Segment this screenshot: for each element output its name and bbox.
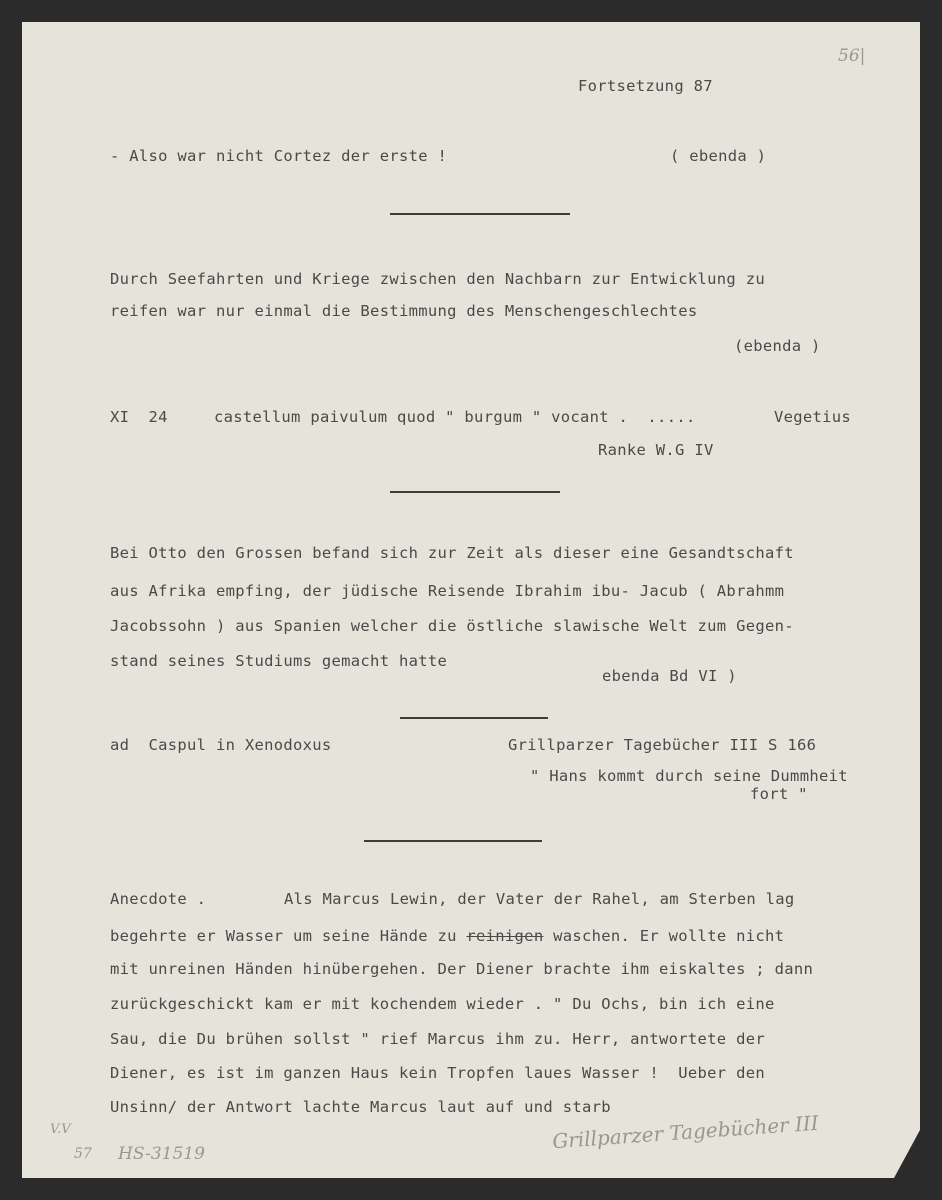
separator-4 — [364, 840, 542, 842]
anecdote-line-7: Unsinn/ der Antwort lachte Marcus laut auf und starb — [110, 1098, 611, 1116]
entry-4-line-4: stand seines Studiums gemacht hatte — [110, 652, 448, 670]
entry-3-source: Ranke W.G IV — [598, 441, 714, 459]
anecdote-line-3: mit unreinen Händen hinübergehen. Der Diener brachte ihm eiskaltes ; dann — [110, 960, 814, 978]
entry-5-right: Grillparzer Tagebücher III S 166 — [508, 736, 817, 754]
entry-1-text: - Also war nicht Cortez der erste ! — [110, 147, 448, 165]
handwritten-signature: Grillparzer Tagebücher III — [551, 1110, 820, 1154]
entry-5-quote-line-1: " Hans kommt durch seine Dummheit — [530, 767, 848, 785]
handwritten-margin-mark: V.V — [50, 1122, 71, 1137]
entry-5-left: ad Caspul in Xenodoxus — [110, 736, 332, 754]
entry-4-line-3: Jacobssohn ) aus Spanien welcher die östliche slawische Welt zum Gegen- — [110, 617, 794, 635]
anecdote-label: Anecdote . — [110, 890, 207, 908]
continuation-header: Fortsetzung 87 — [578, 77, 713, 95]
separator-3 — [400, 717, 548, 719]
struck-word: reinigen — [466, 927, 544, 945]
entry-3-text: castellum paivulum quod " burgum " vocant . ..... — [214, 408, 696, 426]
entry-3-author: Vegetius — [774, 408, 852, 426]
handwritten-archive-id: HS-31519 — [118, 1144, 205, 1164]
anecdote-line-6: Diener, es ist im ganzen Haus kein Tropfen laues Wasser ! Ueber den — [110, 1064, 765, 1082]
anecdote-line-1: Als Marcus Lewin, der Vater der Rahel, am Sterben lag — [284, 890, 795, 908]
page-corner-fold — [894, 1130, 920, 1178]
entry-2-line-1: Durch Seefahrten und Kriege zwischen den Nachbarn zur Entwicklung zu — [110, 270, 765, 288]
document-page — [22, 22, 920, 1178]
entry-3-ref: XI 24 — [110, 408, 168, 426]
separator-1 — [390, 213, 570, 215]
separator-2 — [390, 491, 560, 493]
entry-2-source: (ebenda ) — [734, 337, 821, 355]
entry-4-line-1: Bei Otto den Grossen befand sich zur Zeit als dieser eine Gesandtschaft — [110, 544, 794, 562]
handwritten-page-number: 56| — [838, 46, 866, 66]
anecdote-line-2-after: waschen. Er wollte nicht — [543, 927, 785, 945]
anecdote-line-5: Sau, die Du brühen sollst " rief Marcus ihm zu. Herr, antwortete der — [110, 1030, 765, 1048]
entry-5-quote-line-2: fort " — [750, 785, 808, 803]
entry-2-line-2: reifen war nur einmal die Bestimmung des Menschengeschlechtes — [110, 302, 698, 320]
anecdote-line-2 — [110, 927, 784, 945]
entry-4-source: ebenda Bd VI ) — [602, 667, 737, 685]
handwritten-margin-number: 57 — [74, 1146, 92, 1162]
anecdote-line-4: zurückgeschickt kam er mit kochendem wieder . " Du Ochs, bin ich eine — [110, 995, 775, 1013]
anecdote-line-2-before: begehrte er Wasser um seine Hände zu — [110, 927, 467, 945]
entry-4-line-2: aus Afrika empfing, der jüdische Reisende Ibrahim ibu- Jacub ( Abrahmm — [110, 582, 785, 600]
entry-1-source: ( ebenda ) — [670, 147, 767, 165]
